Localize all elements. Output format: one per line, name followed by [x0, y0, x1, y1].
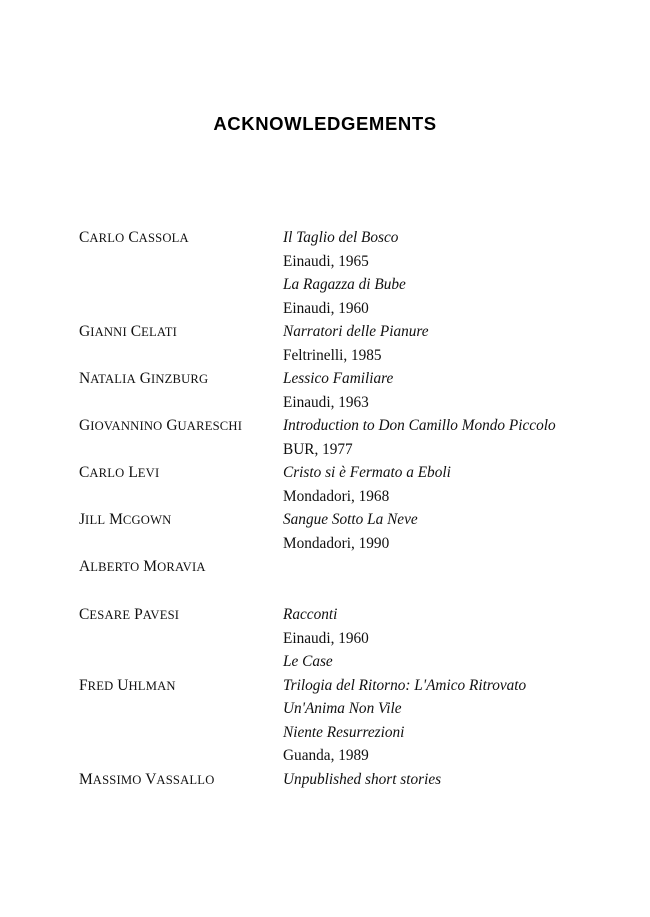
entry-works	[283, 226, 599, 320]
page-title: ACKNOWLEDGEMENTS	[213, 113, 437, 134]
list-item	[79, 768, 599, 793]
entry-works	[283, 367, 599, 414]
work-publisher: Mondadori, 1990	[283, 534, 390, 552]
entry-author: MASSIMO VASSALLO	[79, 770, 215, 788]
entry-author: JILL MCGOWN	[79, 511, 172, 528]
list-item	[79, 603, 599, 674]
work-publisher: BUR, 1977	[283, 440, 353, 458]
entry-author: GIOVANNINO GUARESCHI	[79, 417, 243, 434]
work-title: Trilogia del Ritorno: L'Amico Ritrovato	[283, 676, 527, 694]
work-title: Niente Resurrezioni	[283, 723, 405, 741]
list-item	[79, 555, 599, 580]
entry-author: CARLO CASSOLA	[79, 229, 189, 246]
entry-author: NATALIA GINZBURG	[79, 370, 209, 387]
list-spacer	[79, 580, 599, 604]
work-publisher: Feltrinelli, 1985	[283, 346, 382, 364]
entry-works	[283, 603, 599, 674]
work-publisher: Mondadori, 1968	[283, 487, 390, 505]
entry-works	[283, 768, 599, 792]
entry-works	[283, 461, 599, 508]
list-item	[79, 320, 599, 367]
list-item	[79, 414, 599, 461]
work-title: Cristo si è Fermato a Eboli	[283, 464, 451, 481]
list-item	[79, 367, 599, 414]
list-item	[79, 508, 599, 555]
work-title: Narratori delle Pianure	[283, 323, 429, 340]
list-item	[79, 461, 599, 508]
work-title: Lessico Familiare	[283, 370, 394, 387]
entry-author: CARLO LEVI	[79, 464, 160, 481]
entry-works	[283, 508, 599, 555]
entry-author: GIANNI CELATI	[79, 323, 178, 340]
work-title: La Ragazza di Bube	[283, 276, 406, 293]
entry-author: CESARE PAVESI	[79, 606, 180, 623]
work-title: Il Taglio del Bosco	[283, 229, 399, 246]
entry-works	[283, 320, 599, 367]
work-publisher: Einaudi, 1963	[283, 393, 369, 411]
work-publisher: Einaudi, 1960	[283, 299, 369, 317]
work-title: Racconti	[283, 606, 338, 623]
entry-author: ALBERTO MORAVIA	[79, 558, 206, 575]
list-item	[79, 674, 599, 768]
work-title: Unpublished short stories	[283, 770, 442, 788]
acknowledgements-list	[79, 226, 599, 792]
work-title: Le Case	[283, 653, 333, 670]
work-title: Sangue Sotto La Neve	[283, 511, 418, 528]
work-publisher: Einaudi, 1965	[283, 252, 369, 270]
work-publisher: Einaudi, 1960	[283, 629, 369, 647]
work-publisher: Guanda, 1989	[283, 747, 369, 764]
entry-works	[283, 674, 599, 768]
list-item	[79, 226, 599, 320]
work-title: Introduction to Don Camillo Mondo Piccolo	[283, 417, 556, 434]
entry-works	[283, 414, 599, 461]
entry-author: FRED UHLMAN	[79, 676, 176, 694]
work-title: Un'Anima Non Vile	[283, 700, 402, 717]
